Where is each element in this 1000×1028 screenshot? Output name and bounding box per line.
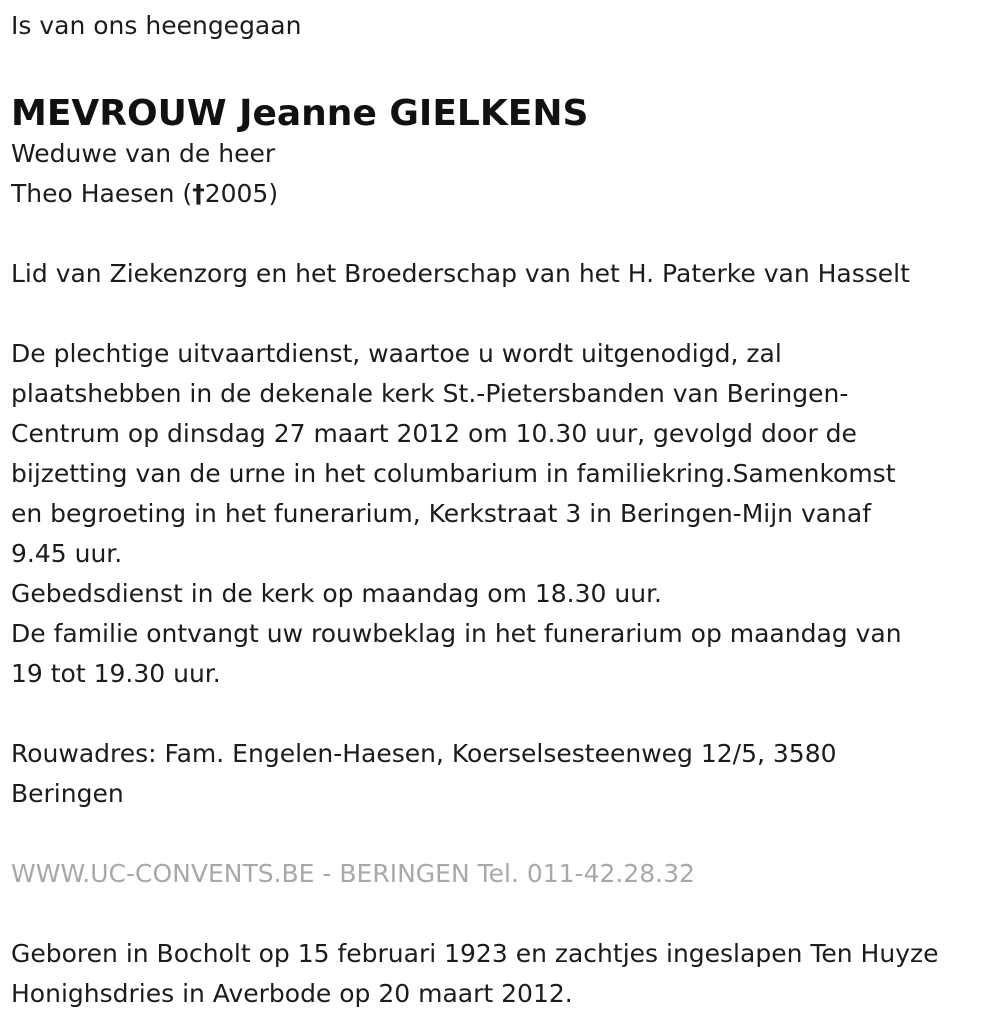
spacer bbox=[11, 294, 1000, 334]
membership-text: Lid van Ziekenzorg en het Broederschap van het H. Paterke van Hasselt bbox=[11, 259, 910, 288]
service-line: De plechtige uitvaartdienst, waartoe u wordt uitgenodigd, zal bbox=[11, 339, 782, 368]
address-line: Rouwadres: Fam. Engelen-Haesen, Koerselsesteenweg 12/5, 3580 bbox=[11, 739, 837, 768]
spacer bbox=[11, 814, 1000, 854]
service-line: plaatshebben in de dekenale kerk St.-Pietersbanden van Beringen- bbox=[11, 379, 849, 408]
birth-line: Geboren in Bocholt op 15 februari 1923 en zachtjes ingeslapen Ten Huyze bbox=[11, 939, 939, 968]
address-line: Beringen bbox=[11, 779, 124, 808]
service-line: 9.45 uur. bbox=[11, 539, 123, 568]
intro-text: Is van ons heengegaan bbox=[11, 11, 302, 40]
service-line: Centrum op dinsdag 27 maart 2012 om 10.30 uur, gevolgd door de bbox=[11, 419, 857, 448]
service-line: De familie ontvangt uw rouwbeklag in het funerarium op maandag van bbox=[11, 619, 902, 648]
birth-death-details bbox=[11, 934, 1000, 1014]
widow-line-2-prefix: Theo Haesen ( bbox=[11, 179, 193, 208]
service-line: Gebedsdienst in de kerk op maandag om 18.30 uur. bbox=[11, 579, 663, 608]
service-details bbox=[11, 334, 1000, 694]
service-line: 19 tot 19.30 uur. bbox=[11, 659, 221, 688]
spacer bbox=[11, 694, 1000, 734]
cross-icon: † bbox=[192, 179, 205, 208]
birth-line: Honighsdries in Averbode op 20 maart 2012. bbox=[11, 979, 573, 1008]
widow-line-2-suffix: 2005) bbox=[204, 179, 279, 208]
deceased-name: MEVROUW Jeanne GIELKENS bbox=[11, 93, 589, 134]
service-line: en begroeting in het funerarium, Kerkstraat 3 in Beringen-Mijn vanaf bbox=[11, 499, 872, 528]
spacer bbox=[11, 894, 1000, 934]
funeral-home-contact: WWW.UC-CONVENTS.BE - BERINGEN Tel. 011-42.28.32 bbox=[11, 859, 695, 888]
widow-line-2 bbox=[11, 174, 1000, 214]
service-line: bijzetting van de urne in het columbarium in familiekring.Samenkomst bbox=[11, 459, 896, 488]
widow-line-1: Weduwe van de heer bbox=[11, 139, 276, 168]
mourning-address bbox=[11, 734, 1000, 814]
spacer bbox=[11, 214, 1000, 254]
